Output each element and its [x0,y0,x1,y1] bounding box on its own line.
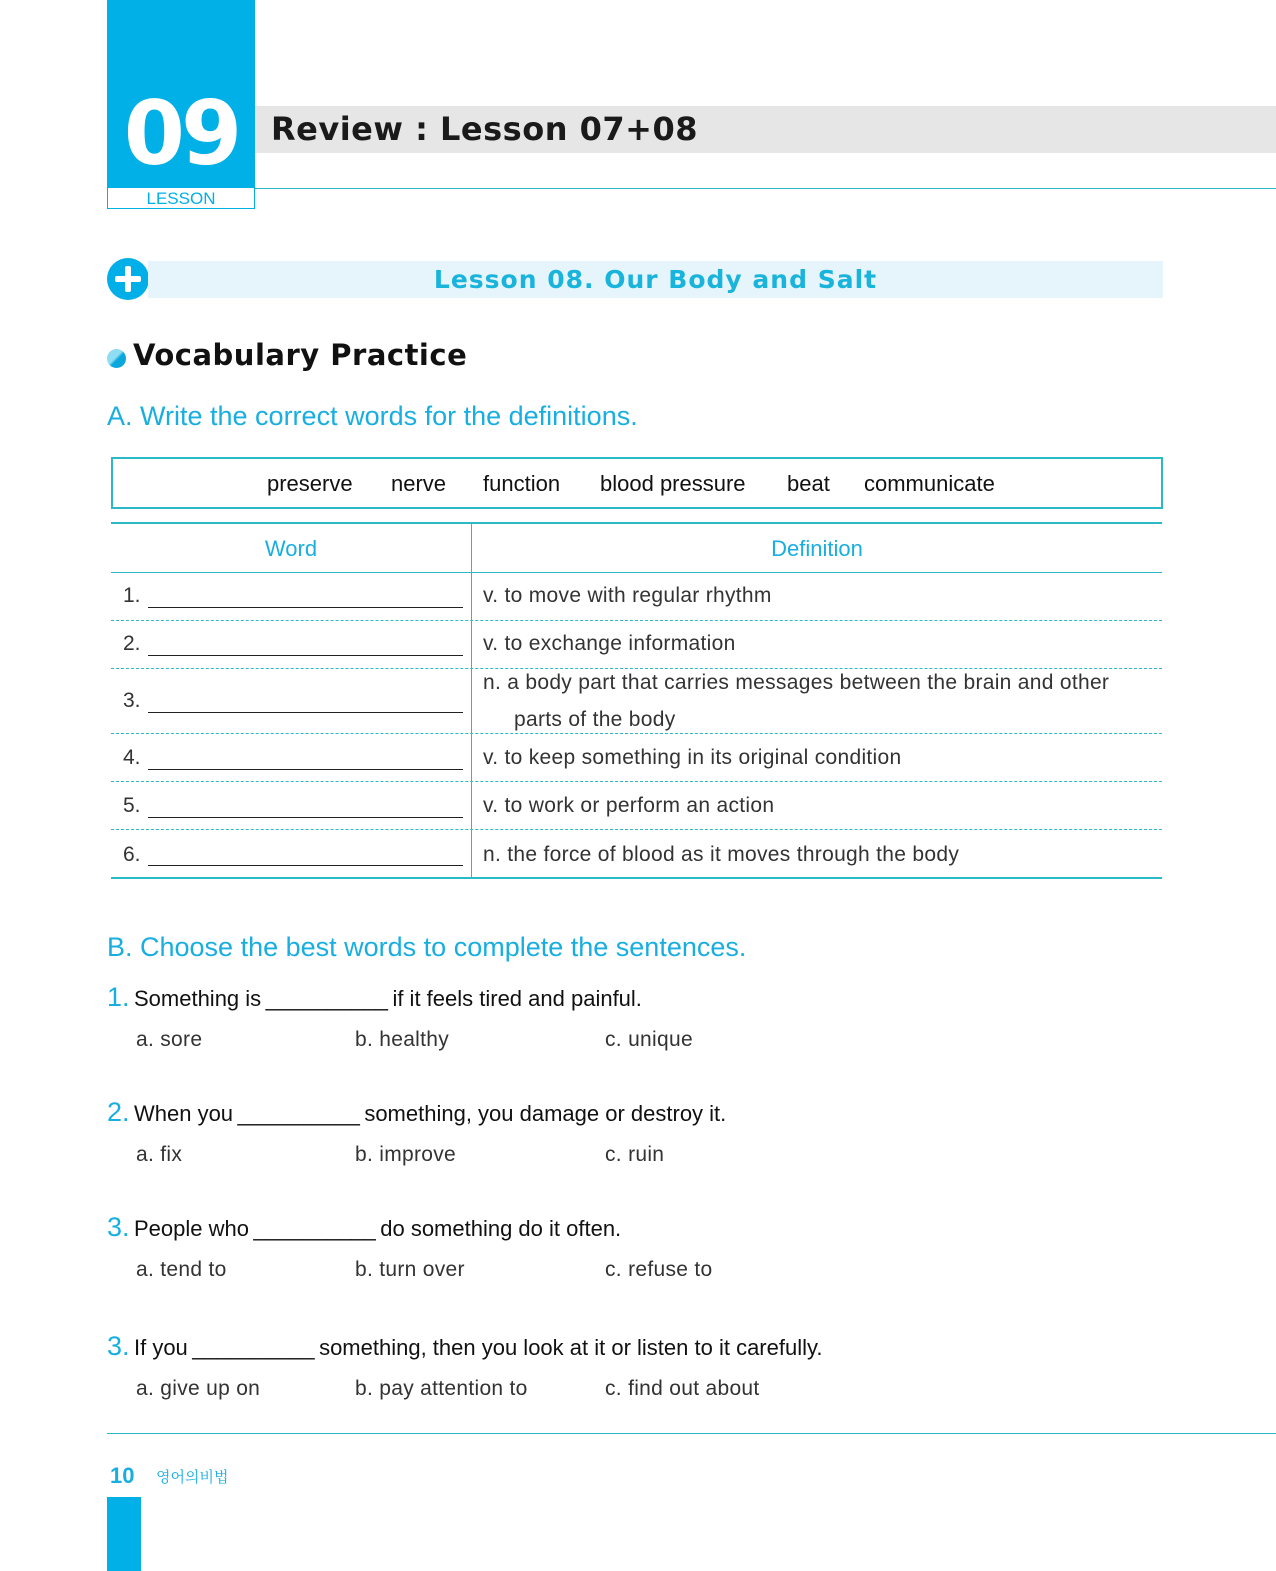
row-number: 1. [123,584,141,607]
answer-blank[interactable]: __________ [237,1101,360,1126]
table-header-rule [111,572,1162,573]
option-b[interactable]: b. pay attention to [355,1377,528,1400]
part-b-heading: B. Choose the best words to complete the sentences. [107,932,747,962]
row-number: 4. [123,746,141,769]
word-bank-item: preserve [267,471,353,496]
answer-blank[interactable] [148,712,463,713]
part-a-heading: A. Write the correct words for the definitions. [107,401,638,431]
row-divider [111,829,1162,830]
vocab-heading: Vocabulary Practice [133,338,468,372]
option-a[interactable]: a. sore [136,1028,203,1051]
bullet-icon [107,349,126,368]
question-text-before: If you [133,1335,188,1360]
row-divider [111,668,1162,669]
question-text-after: do something do it often. [380,1216,622,1241]
question [107,1212,621,1243]
row-divider [111,733,1162,734]
definition-cont: parts of the body [514,708,676,731]
answer-blank[interactable]: __________ [265,986,388,1011]
definition: v. to work or perform an action [483,794,775,817]
word-bank-item: nerve [391,471,447,496]
word-bank-item: blood pressure [600,471,746,496]
option-c[interactable]: c. ruin [605,1143,665,1166]
option-c[interactable]: c. unique [605,1028,693,1051]
definition: v. to keep something in its original condition [483,746,902,769]
answer-blank[interactable]: __________ [253,1216,376,1241]
question-text-before: When you [133,1101,234,1126]
question [107,982,642,1013]
definition: n. the force of blood as it moves through the body [483,843,960,866]
page-title: Review : Lesson 07+08 [271,110,698,148]
option-b[interactable]: b. healthy [355,1028,450,1051]
question-number: 1. [107,982,130,1012]
col-header-definition: Definition [771,536,863,561]
answer-blank[interactable] [148,817,463,818]
word-bank-item: function [483,471,561,496]
option-a[interactable]: a. fix [136,1143,183,1166]
definition: n. a body part that carries messages between the brain and other [483,671,1110,694]
row-divider [111,781,1162,782]
table-divider [471,524,472,877]
lesson-label: LESSON [107,188,255,209]
row-number: 6. [123,843,141,866]
definition: v. to move with regular rhythm [483,584,772,607]
footer-rule [107,1433,1276,1434]
question-text-after: something, then you look at it or listen to it carefully. [319,1335,823,1360]
option-c[interactable]: c. find out about [605,1377,760,1400]
question-text-after: if it feels tired and painful. [392,986,642,1011]
answer-blank[interactable] [148,655,463,656]
answer-blank[interactable] [148,865,463,866]
definition: v. to exchange information [483,632,736,655]
option-b[interactable]: b. turn over [355,1258,465,1281]
row-number: 2. [123,632,141,655]
question-text-after: something, you damage or destroy it. [364,1101,727,1126]
question-number: 3. [107,1212,130,1242]
lesson-number: 09 [123,82,239,185]
row-number: 3. [123,689,141,712]
row-number: 5. [123,794,141,817]
option-b[interactable]: b. improve [355,1143,457,1166]
page-number: 10 [110,1463,135,1488]
col-header-word: Word [264,536,318,561]
option-c[interactable]: c. refuse to [605,1258,713,1281]
option-a[interactable]: a. tend to [136,1258,227,1281]
footer-block [107,1497,141,1571]
question-text-before: Something is [133,986,262,1011]
answer-blank[interactable] [148,607,463,608]
book-name: 영어의비법 [156,1469,229,1486]
table-bottom-rule [111,877,1162,879]
question [107,1331,822,1362]
question-number: 2. [107,1097,130,1127]
question-text-before: People who [133,1216,249,1241]
row-divider [111,620,1162,621]
question [107,1097,726,1128]
word-bank-item: communicate [864,471,995,496]
plus-icon [107,258,149,300]
answer-blank[interactable] [148,769,463,770]
word-bank-item: beat [787,471,830,496]
option-a[interactable]: a. give up on [136,1377,261,1400]
word-bank [111,457,1163,509]
sub-lesson-title: Lesson 08. Our Body and Salt [433,265,878,294]
answer-blank[interactable]: __________ [192,1335,315,1360]
title-rule [255,188,1276,189]
question-number: 3. [107,1331,130,1361]
